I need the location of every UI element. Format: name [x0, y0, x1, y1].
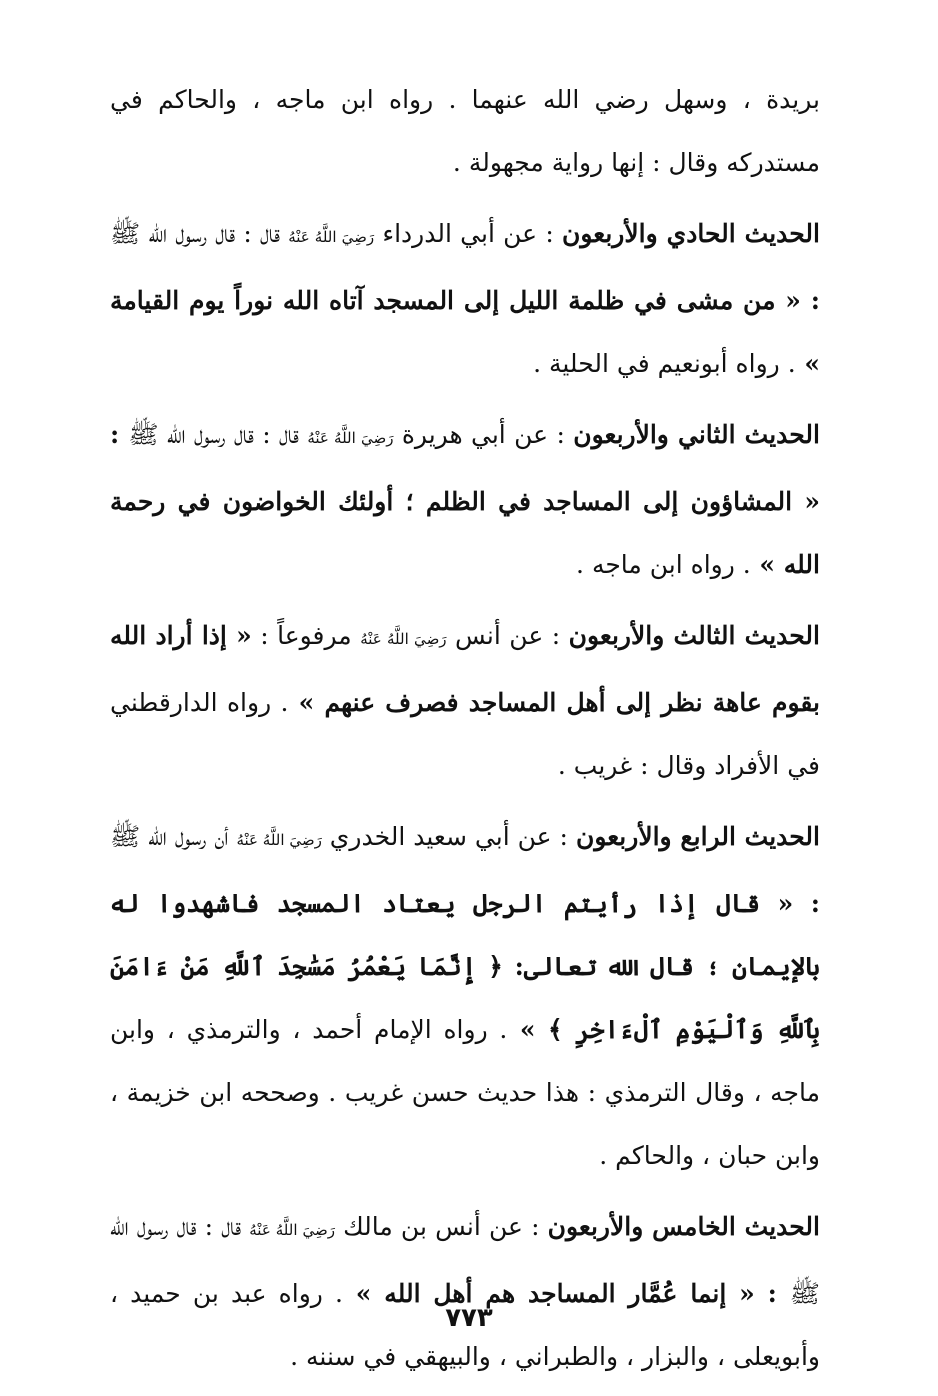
- hadith-title: الحديث الخامس والأربعون: [547, 1212, 820, 1241]
- hadith-title: الحديث الحادي والأربعون: [562, 219, 820, 248]
- honorific-glyph: رَضِيَ اللَّهُ عَنْهُ: [236, 831, 322, 849]
- hadith-source: . رواه الدارقطني في الأفراد وقال : غريب .: [110, 688, 820, 780]
- honorific-glyph: رَضِيَ اللَّهُ عَنْهُ: [360, 630, 447, 648]
- hadith-narrator: : عن أنس: [446, 621, 569, 650]
- hadith-source: . رواه عبد بن حميد ، وأبويعلى ، والبزار ، والطبراني ، والبيهقي في سننه .: [110, 1279, 820, 1371]
- hadith-41: [110, 202, 820, 395]
- hadith-narrator: : عن أبي سعيد الخدري: [321, 822, 576, 851]
- salutation-glyph: ﷺ: [110, 219, 141, 248]
- hadith-source: . رواه الإمام أحمد ، والترمذي ، وابن ماجه ، وقال الترمذي : هذا حديث حسن غريب . وصححه ابن خزيمة ، وابن حبان ، والحاكم .: [110, 1015, 820, 1170]
- hadith-quote: : « قال إذا رأيتم الرجل يعتاد المسجد فاشهدوا له بالإيمان ؛ قال الله تعالى: ﴿ إِنَّمَا يَعْمُرُ مَسَٰجِدَ ٱللَّهِ مَنْ ءَامَنَ بِٱللَّهِ وَٱلْيَوْمِ ٱلْءَاخِرِ ﴾ »: [110, 889, 820, 1044]
- hadith-intro: قال : قال رسول الله: [110, 1212, 250, 1241]
- hadith-42: [110, 403, 820, 596]
- hadith-narrator: : عن أبي هريرة: [393, 420, 574, 449]
- page-number: ٧٧٣: [445, 1303, 493, 1333]
- hadith-45: [110, 1195, 820, 1388]
- hadith-intro: قال : قال رسول الله: [140, 219, 289, 248]
- salutation-glyph: ﷺ: [110, 822, 141, 851]
- hadith-43: [110, 604, 820, 797]
- hadith-44: [110, 805, 820, 1187]
- paragraph-continuation: [110, 68, 820, 194]
- hadith-intro: أن رسول الله: [140, 822, 237, 851]
- hadith-title: الحديث الثاني والأربعون: [573, 420, 820, 449]
- honorific-glyph: رَضِيَ اللَّهُ عَنْهُ: [249, 1221, 335, 1239]
- paragraph-text: بريدة ، وسهل رضي الله عنهما . رواه ابن ماجه ، والحاكم في مستدركه وقال : إنها رواية مجهولة .: [110, 85, 820, 177]
- honorific-glyph: رَضِيَ اللَّهُ عَنْهُ: [288, 228, 375, 246]
- salutation-glyph: ﷺ: [128, 420, 159, 449]
- honorific-glyph: رَضِيَ اللَّهُ عَنْهُ: [307, 429, 394, 447]
- hadith-quote: : « إنما عُمَّار المساجد هم أهل الله »: [342, 1279, 790, 1308]
- hadith-quote: : « من مشى في ظلمة الليل إلى المسجد آتاه الله نوراً يوم القيامة »: [110, 286, 820, 378]
- document-body: [110, 68, 820, 1396]
- hadith-narrator: : عن أنس بن مالك: [334, 1212, 548, 1241]
- hadith-quote: « إذا أراد الله بقوم عاهة نظر إلى أهل المساجد فصرف عنهم »: [110, 621, 820, 717]
- hadith-intro: مرفوعاً :: [251, 621, 361, 650]
- salutation-glyph: ﷺ: [789, 1279, 820, 1308]
- hadith-intro: قال : قال رسول الله: [158, 420, 308, 449]
- hadith-narrator: : عن أبي الدرداء: [374, 219, 562, 248]
- hadith-title: الحديث الرابع والأربعون: [575, 822, 820, 851]
- hadith-source: . رواه ابن ماجه .: [576, 550, 751, 579]
- hadith-quote: : « المشاؤون إلى المساجد في الظلم ؛ أولئك الخواضون في رحمة الله »: [110, 420, 820, 579]
- hadith-source: . رواه أبونعيم في الحلية .: [533, 349, 796, 378]
- hadith-title: الحديث الثالث والأربعون: [568, 621, 820, 650]
